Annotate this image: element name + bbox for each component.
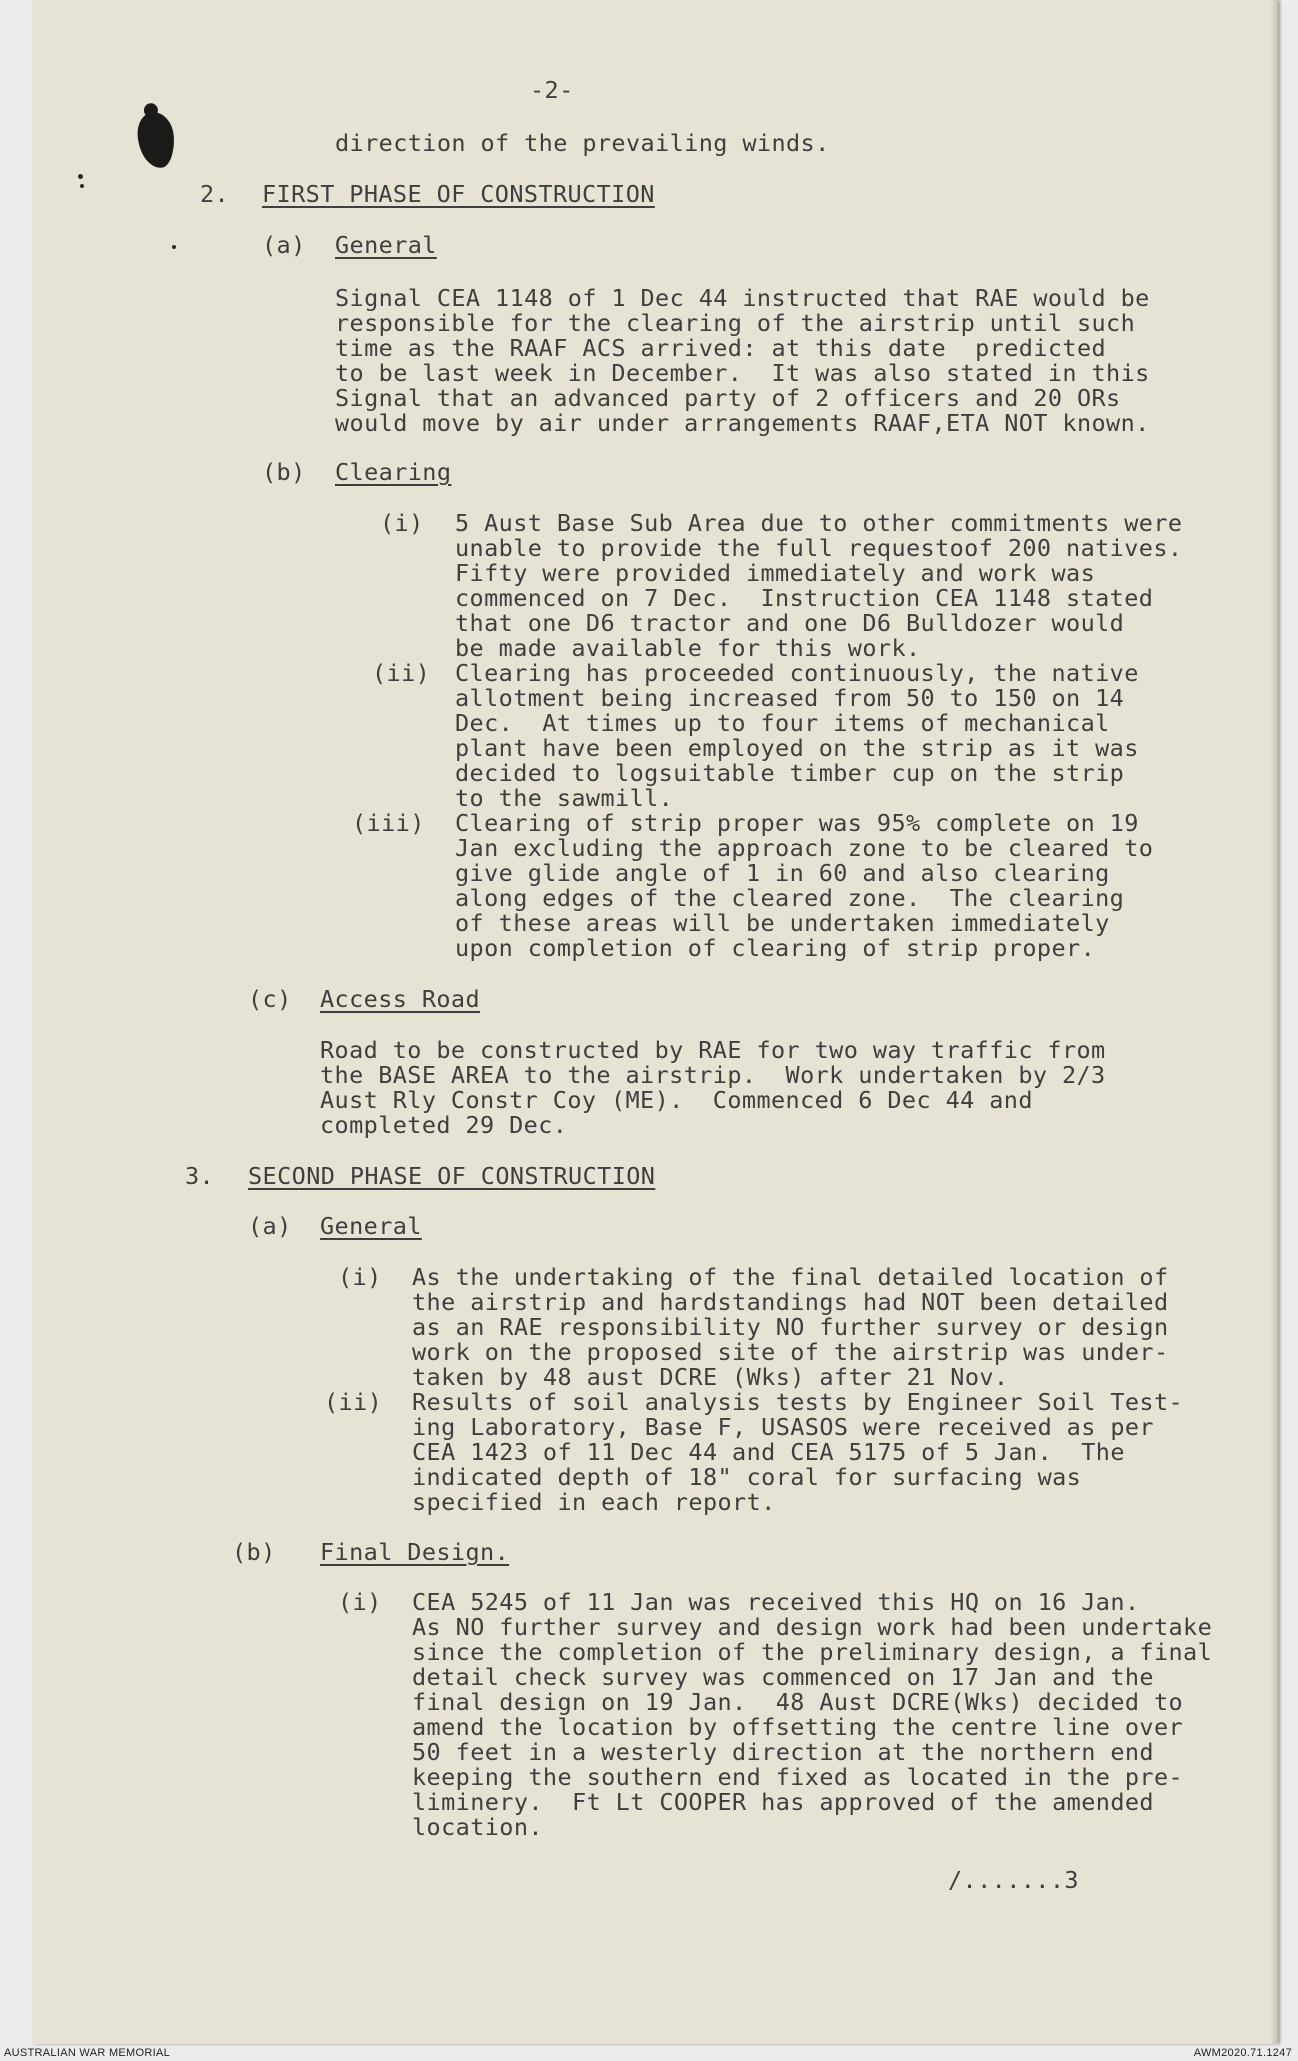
item-line: unable to provide the full requestoof 200 natives. [455, 534, 1183, 562]
section-2b-label: (b) [262, 458, 306, 486]
item-line: final design on 19 Jan. 48 Aust DCRE(Wks) decided to [412, 1688, 1184, 1716]
item-line: ing Laboratory, Base F, USASOS were received as per [412, 1413, 1154, 1441]
section-2c-line: the BASE AREA to the airstrip. Work undertaken by 2/3 [320, 1061, 1106, 1089]
item-line: 50 feet in a westerly direction at the northern end [412, 1738, 1154, 1766]
item-line: as an RAE responsibility NO further survey or design [412, 1313, 1169, 1341]
item-line: the airstrip and hardstandings had NOT been detailed [412, 1288, 1169, 1316]
section-2c-line: Aust Rly Constr Coy (ME). Commenced 6 Dec 44 and [320, 1086, 1033, 1114]
item-line: be made available for this work. [455, 634, 921, 662]
section-2a-line: responsible for the clearing of the airstrip until such [335, 309, 1136, 337]
section-3b-heading: Final Design. [320, 1538, 510, 1566]
section-3a-heading: General [320, 1212, 422, 1240]
section-2c-heading: Access Road [320, 985, 481, 1013]
item-line: since the completion of the preliminary design, a final [412, 1638, 1213, 1666]
item-line: keeping the southern end fixed as located in the pre- [412, 1763, 1184, 1791]
section-2-number: 2. [200, 180, 230, 208]
item-number: (i) [338, 1588, 382, 1616]
item-line: Fifty were provided immediately and work was [455, 559, 1096, 587]
section-2c-line: Road to be constructed by RAE for two way traffic from [320, 1036, 1106, 1064]
item-line: Jan excluding the approach zone to be cleared to [455, 834, 1154, 862]
item-line: taken by 48 aust DCRE (Wks) after 21 Nov. [412, 1363, 1009, 1391]
item-number: (i) [338, 1263, 382, 1291]
section-3a-label: (a) [248, 1212, 292, 1240]
page-number: -2- [530, 76, 574, 104]
item-line: plant have been employed on the strip as it was [455, 734, 1139, 762]
section-2-heading: FIRST PHASE OF CONSTRUCTION [262, 180, 655, 208]
item-line: Clearing has proceeded continuously, the native [455, 659, 1139, 687]
paper-speck [78, 174, 83, 179]
item-line: specified in each report. [412, 1488, 776, 1516]
item-line: liminery. Ft Lt COOPER has approved of the amended [412, 1788, 1154, 1816]
item-line: of these areas will be undertaken immediately [455, 909, 1110, 937]
section-2a-line: to be last week in December. It was also stated in this [335, 359, 1150, 387]
continuation-marker: /.......3 [948, 1866, 1079, 1894]
item-line: give glide angle of 1 in 60 and also clearing [455, 859, 1110, 887]
paper-speck [80, 184, 84, 188]
item-line: As the undertaking of the final detailed location of [412, 1263, 1169, 1291]
section-2a-line: would move by air under arrangements RAAF,ETA NOT known. [335, 409, 1150, 437]
item-line: location. [412, 1813, 543, 1841]
item-number: (ii) [372, 659, 431, 687]
item-number: (ii) [324, 1388, 383, 1416]
paper-speck [172, 245, 176, 249]
item-line: CEA 1423 of 11 Dec 44 and CEA 5175 of 5 Jan. The [412, 1438, 1125, 1466]
item-line: detail check survey was commenced on 17 Jan and the [412, 1663, 1154, 1691]
item-line: that one D6 tractor and one D6 Bulldozer would [455, 609, 1125, 637]
section-2c-line: completed 29 Dec. [320, 1111, 568, 1139]
section-2a-heading: General [335, 231, 437, 259]
item-line: to the sawmill. [455, 784, 674, 812]
section-2a-line: time as the RAAF ACS arrived: at this date predicted [335, 334, 1107, 362]
item-line: amend the location by offsetting the centre line over [412, 1713, 1184, 1741]
section-2c-label: (c) [248, 985, 292, 1013]
footer-archive-name: AUSTRALIAN WAR MEMORIAL [4, 2047, 171, 2059]
section-3-number: 3. [185, 1162, 215, 1190]
item-line: indicated depth of 18" coral for surfacing was [412, 1463, 1082, 1491]
item-line: Clearing of strip proper was 95% complete on 19 [455, 809, 1139, 837]
item-line: Results of soil analysis tests by Engineer Soil Test- [412, 1388, 1184, 1416]
item-line: allotment being increased from 50 to 150 on 14 [455, 684, 1125, 712]
item-line: work on the proposed site of the airstrip was under- [412, 1338, 1169, 1366]
item-line: CEA 5245 of 11 Jan was received this HQ on 16 Jan. [412, 1588, 1140, 1616]
item-line: commenced on 7 Dec. Instruction CEA 1148 stated [455, 584, 1154, 612]
item-line: 5 Aust Base Sub Area due to other commitments were [455, 509, 1183, 537]
item-line: As NO further survey and design work had been undertake [412, 1613, 1213, 1641]
item-line: decided to logsuitable timber cup on the strip [455, 759, 1125, 787]
item-line: upon completion of clearing of strip proper. [455, 934, 1096, 962]
footer-record-id: AWM2020.71.1247 [1193, 2047, 1292, 2059]
intro-line: direction of the prevailing winds. [335, 129, 830, 157]
item-number: (iii) [352, 809, 425, 837]
section-2b-heading: Clearing [335, 458, 452, 486]
section-3b-label: (b) [232, 1538, 276, 1566]
item-line: Dec. At times up to four items of mechanical [455, 709, 1110, 737]
item-line: along edges of the cleared zone. The clearing [455, 884, 1125, 912]
section-2a-label: (a) [262, 231, 306, 259]
section-3-heading: SECOND PHASE OF CONSTRUCTION [248, 1162, 656, 1190]
section-2a-line: Signal CEA 1148 of 1 Dec 44 instructed that RAE would be [335, 284, 1150, 312]
item-number: (i) [380, 509, 424, 537]
section-2a-line: Signal that an advanced party of 2 officers and 20 ORs [335, 384, 1121, 412]
page-edge-shadow [1270, 0, 1278, 2044]
